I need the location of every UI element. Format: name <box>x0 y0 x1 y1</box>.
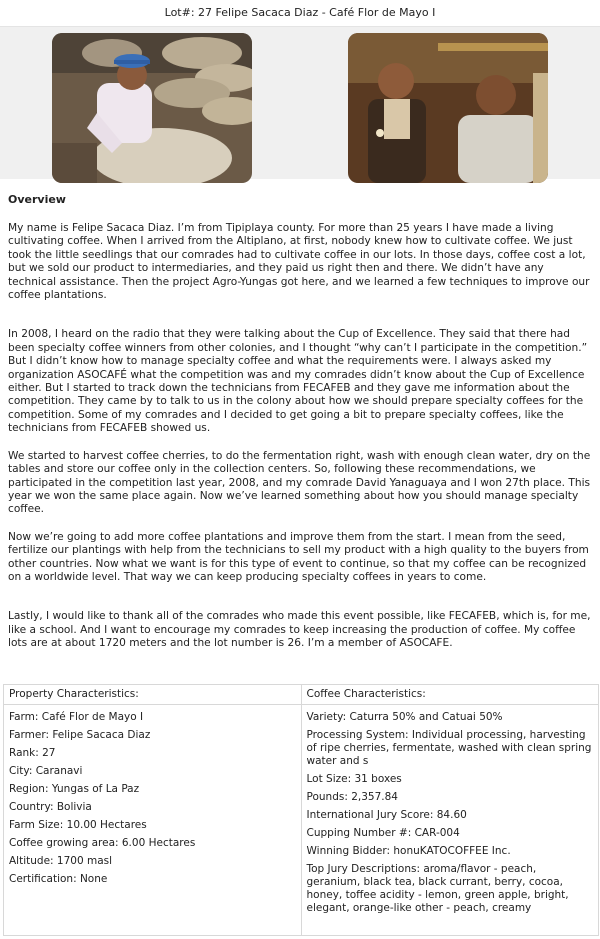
group-photo <box>348 33 548 183</box>
page-title: Lot#: 27 Felipe Sacaca Diaz - Café Flor de Mayo I <box>0 0 600 27</box>
farmer-story <box>8 222 593 651</box>
photo-band <box>0 27 600 179</box>
property-heading: Property Characteristics: <box>4 685 301 705</box>
story-paragraph: Lastly, I would like to thank all of the comrades who made this event possible, like FECAFEB, which is, for me, like a school. And I want to encourage my comrades to keep increasing the production of coffee. My coffee lots are at about 1720 meters and the lot number is 26. I’m a member of ASOCAFE. <box>8 610 591 650</box>
property-country: Country: Bolivia <box>9 801 92 813</box>
property-region: Region: Yungas of La Paz <box>9 783 140 795</box>
coffee-pounds: Pounds: 2,357.84 <box>306 791 398 803</box>
coffee-processing: Processing System: Individual processing, harvesting of ripe cherries, fermentate, washed with clean spring water and s <box>306 729 592 767</box>
coffee-jury-descriptions: Top Jury Descriptions: aroma/flavor - peach, geranium, black tea, black currant, berry, cocoa, honey, toffee acidity - lemon, green apple, bright, elegant, orange-like other - peach, creamy <box>306 863 569 914</box>
characteristics-table <box>3 684 599 936</box>
property-characteristics <box>4 685 302 935</box>
story-paragraph: We started to harvest coffee cherries, to do the fermentation right, wash with enough clean water, dry on the tables and store our coffee only in the collection centers. So, following these recommendations, we participated in the competition last year, 2008, and my comrade David Yanaguaya and I won 27th place. This year we won the same place again. Now we’ve learned something about how you should manage specialty coffee. <box>8 449 591 516</box>
story-paragraph: Now we’re going to add more coffee plantations and improve them from the start. I mean from the seed, fertilize our plantings with help from the technicians to sell my product with a high quality to the buyers from other countries. Now what we want is for this type of event to continue, so that my coffee can be recognized on a worldwide level. That way we can keep producing specialty coffees in years to come. <box>8 530 589 583</box>
story-paragraph: My name is Felipe Sacaca Diaz. I’m from Tipiplaya county. For more than 25 years I have made a living cultivating coffee. When I arrived from the Altiplano, at first, nobody knew how to cultivate coffee. We just took the little seedlings that our comrades had to cultivate coffee in our lots. In those days, coffee cost a lot, but we sold our product to intermediaries, and they paid us right then and there. We didn’t have any technical assistance. Then the project Agro-Yungas got here, and we learned a few techniques to improve our coffee plantations. <box>8 222 590 302</box>
property-city: City: Caranavi <box>9 765 83 777</box>
property-rank: Rank: 27 <box>9 747 56 759</box>
coffee-winning-bidder: Winning Bidder: honuKATOCOFFEE Inc. <box>306 845 511 857</box>
coffee-variety: Variety: Caturra 50% and Catuai 50% <box>306 711 503 723</box>
property-farm: Farm: Café Flor de Mayo I <box>9 711 144 723</box>
property-certification: Certification: None <box>9 873 108 885</box>
story-paragraph: In 2008, I heard on the radio that they were talking about the Cup of Excellence. They said that there had been specialty coffee winners from other colonies, and I thought “why can’t I participate in the competition.” But I didn’t know how to manage specialty coffee and what the requirements were. I always asked my organization ASOCAFÉ what the competition was and my comrades didn’t know about the Cup of Excellence either. But I started to track down the technicians from FECAFEB and they gave me information about the competition. They came by to talk to us in the colony about how we should prepare specialty coffees for the competition. Some of my comrades and I decided to get going a bit to prepare specialty coffees, like the technicians from FECAFEB showed us. <box>8 328 588 435</box>
coffee-lot-size: Lot Size: 31 boxes <box>306 773 402 785</box>
coffee-characteristics <box>302 685 599 935</box>
property-altitude: Altitude: 1700 masl <box>9 855 113 867</box>
farmer-photo <box>52 33 252 183</box>
coffee-cupping-number: Cupping Number #: CAR-004 <box>306 827 460 839</box>
overview-heading: Overview <box>8 193 66 206</box>
property-growing-area: Coffee growing area: 6.00 Hectares <box>9 837 196 849</box>
coffee-heading: Coffee Characteristics: <box>302 685 599 705</box>
property-farmer: Farmer: Felipe Sacaca Diaz <box>9 729 151 741</box>
property-farm-size: Farm Size: 10.00 Hectares <box>9 819 147 831</box>
coffee-jury-score: International Jury Score: 84.60 <box>306 809 467 821</box>
